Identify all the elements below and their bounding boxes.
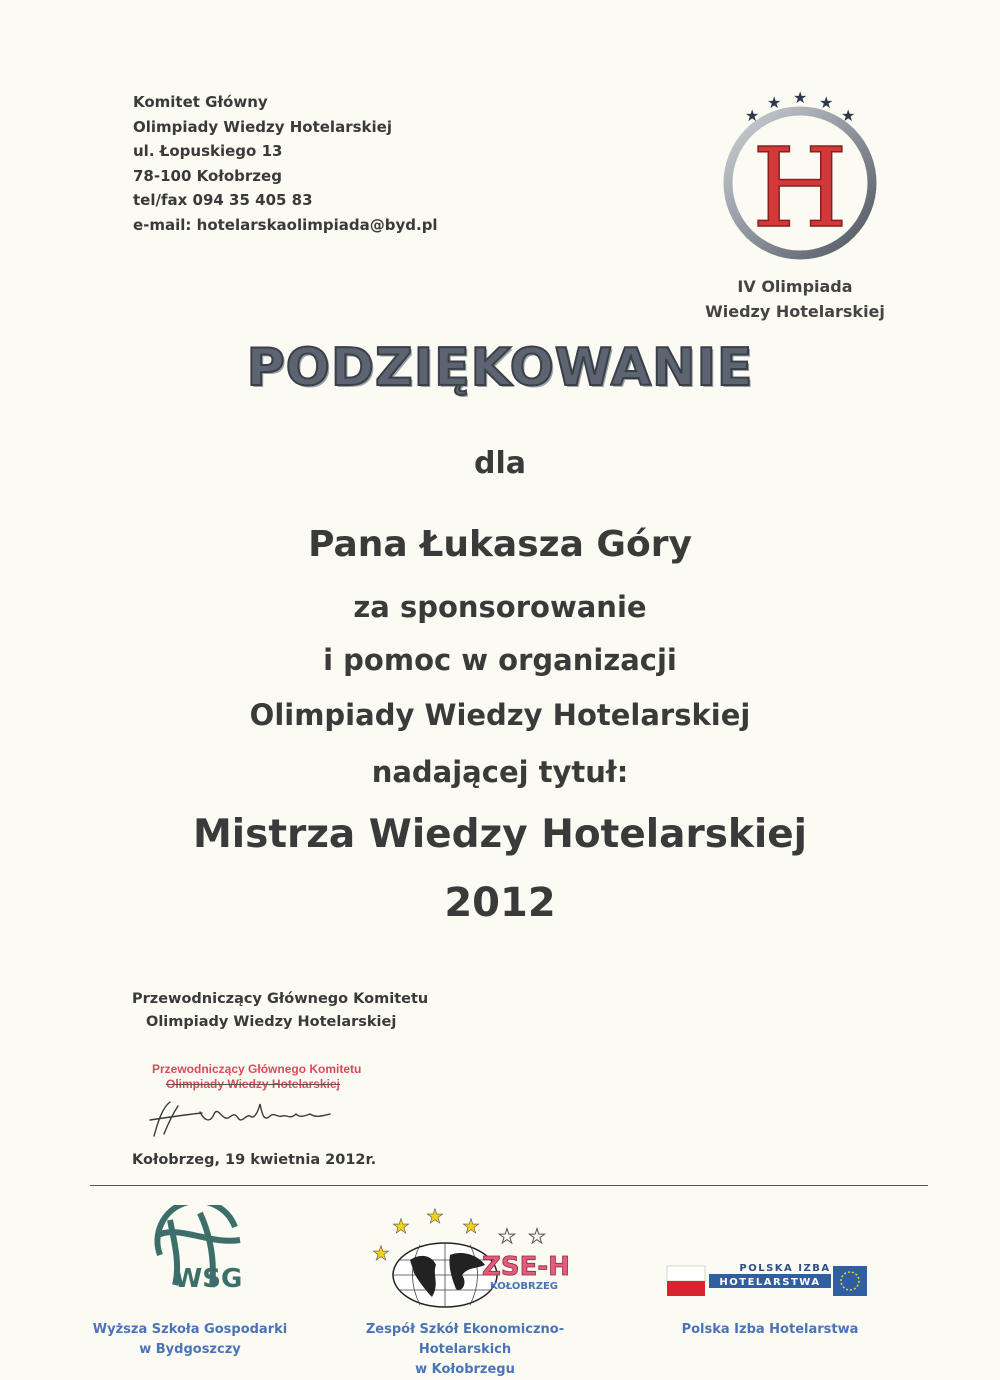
caption-line: w Bydgoszczy	[139, 1342, 241, 1357]
caption-line: Wyższa Szkoła Gospodarki	[92, 1322, 288, 1337]
wsg-logo-text: WSG	[173, 1264, 243, 1294]
svg-text:★: ★	[392, 1214, 410, 1238]
wsg-caption	[90, 1320, 290, 1360]
logo-letter: H	[752, 124, 848, 252]
stamp-line: Przewodniczący Głównego Komitetu	[152, 1062, 362, 1076]
address-line: 78-100 Kołobrzeg	[133, 166, 282, 185]
recipient-name: Pana Łukasza Góry	[308, 524, 692, 565]
footer-divider	[90, 1185, 928, 1186]
award-year: 2012	[444, 880, 556, 926]
address-line-email: e-mail: hotelarskaolimpiada@byd.pl	[133, 215, 438, 234]
chairman-role-line: Olimpiady Wiedzy Hotelarskiej	[146, 1014, 397, 1030]
zse-h-logo-text: ZSE-H	[482, 1252, 570, 1282]
certificate-heading: PODZIĘKOWANIE	[246, 338, 754, 398]
issue-date: Kołobrzeg, 19 kwietnia 2012r.	[132, 1152, 377, 1168]
chairman-role-line: Przewodniczący Głównego Komitetu	[132, 991, 429, 1007]
logo-caption	[690, 274, 900, 324]
wsg-logo	[140, 1205, 260, 1300]
award-title: Mistrza Wiedzy Hotelarskiej	[192, 812, 808, 857]
pih-logo-bottom-text: HOTELARSTWA	[719, 1277, 821, 1288]
logo-caption-line: IV Olimpiada	[737, 277, 853, 296]
handwritten-signature	[140, 1084, 360, 1144]
svg-text:★: ★	[372, 1241, 390, 1265]
address-line: ul. Łopuskiego 13	[133, 142, 283, 160]
olympiad-h-logo	[715, 88, 885, 263]
svg-text:★: ★	[528, 1224, 546, 1248]
for-text: dla	[473, 446, 526, 481]
chairman-role	[132, 988, 428, 1034]
eu-flag-icon	[833, 1266, 867, 1296]
svg-text:★: ★	[462, 1214, 480, 1238]
svg-text:★: ★	[767, 93, 782, 112]
address-line: Komitet Główny	[133, 93, 268, 111]
caption-line: Zespół Szkół Ekonomiczno-Hotelarskich	[365, 1322, 565, 1357]
pih-logo-top-text: POLSKA IZBA	[739, 1263, 831, 1274]
reason-line-4: nadającej tytuł:	[371, 755, 629, 789]
svg-text:★: ★	[819, 93, 834, 112]
stamp-line: Olimpiady Wiedzy Hotelarskiej	[166, 1077, 340, 1091]
committee-address	[133, 90, 438, 237]
pih-caption	[670, 1320, 870, 1340]
zse-h-logo	[370, 1205, 575, 1310]
address-line: tel/fax 094 35 405 83	[133, 191, 313, 209]
svg-text:★: ★	[793, 88, 808, 107]
zse-h-caption	[320, 1320, 610, 1380]
reason-line-1: za sponsorowanie	[353, 590, 647, 624]
reason-line-3: Olimpiady Wiedzy Hotelarskiej	[249, 698, 751, 732]
logo-caption-line: Wiedzy Hotelarskiej	[705, 302, 885, 321]
svg-text:★: ★	[426, 1205, 444, 1228]
svg-text:★: ★	[498, 1224, 516, 1248]
address-line: Olimpiady Wiedzy Hotelarskiej	[133, 117, 392, 136]
pih-logo	[665, 1258, 870, 1298]
zse-h-logo-subtext: KOŁOBRZEG	[490, 1281, 558, 1292]
caption-line: w Kołobrzegu	[415, 1362, 515, 1377]
svg-text:★: ★	[745, 106, 760, 125]
svg-text:★: ★	[841, 106, 856, 125]
reason-line-2: i pomoc w organizacji	[323, 643, 677, 677]
caption-line: Polska Izba Hotelarstwa	[681, 1322, 859, 1337]
flag-icon	[667, 1266, 705, 1281]
